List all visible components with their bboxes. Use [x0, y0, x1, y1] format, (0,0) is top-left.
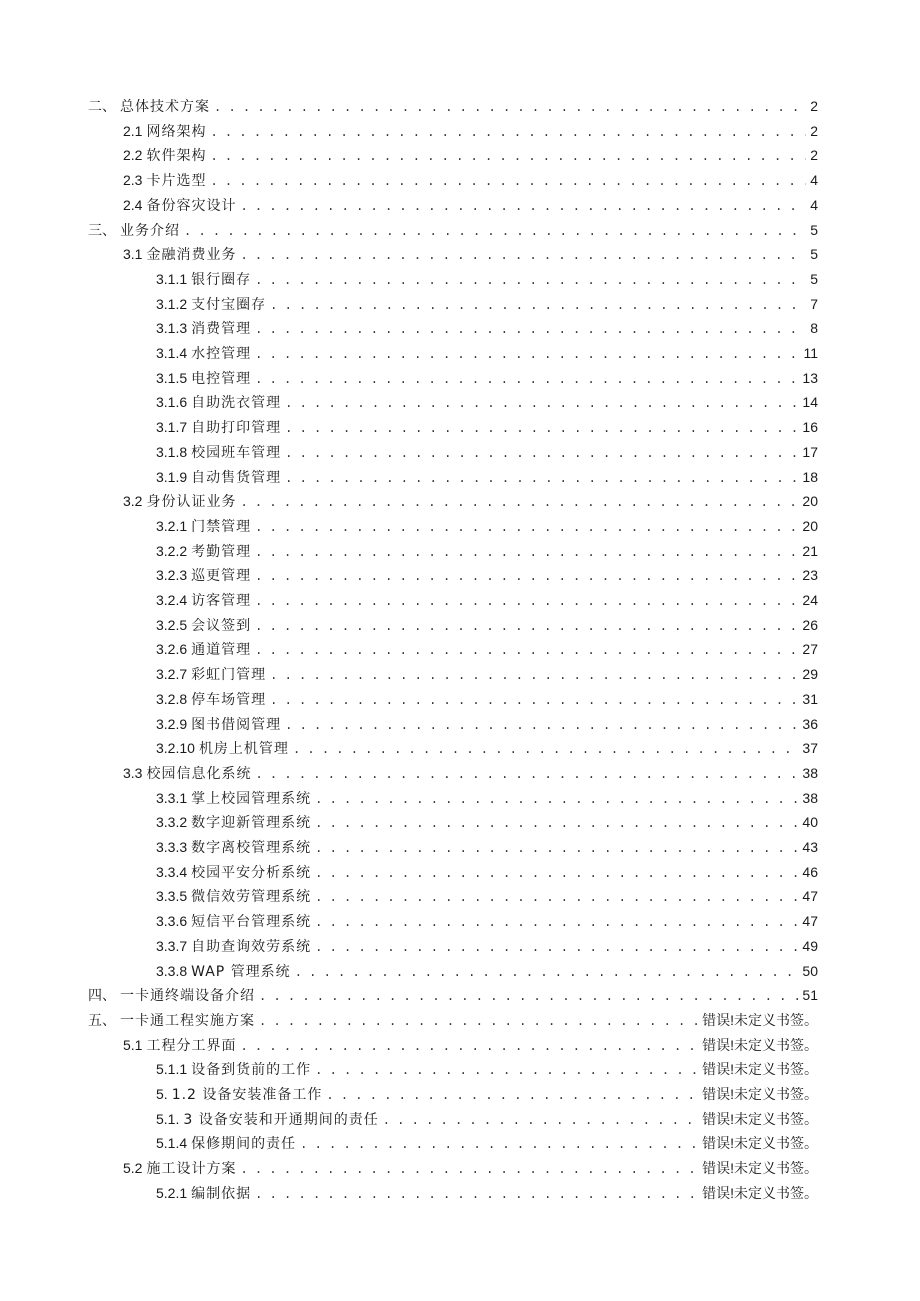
toc-entry-page: 5 — [810, 270, 818, 287]
toc-entry-number: 3.3.7 — [156, 937, 188, 954]
dot-leader — [240, 244, 806, 266]
toc-entry[interactable] — [123, 120, 818, 142]
toc-entry[interactable] — [156, 910, 818, 932]
toc-entry-title: 自助洗衣管理 — [191, 395, 282, 412]
toc-entry-number: 2.1 — [123, 122, 143, 139]
toc-entry-title: 一卡通终端设备介绍 — [120, 988, 255, 1005]
toc-entry-page: 36 — [802, 715, 818, 732]
toc-entry-title: 自助查询效劳系统 — [191, 938, 312, 955]
toc-entry-number: 5.1.1 — [156, 1061, 188, 1078]
toc-entry[interactable] — [156, 367, 818, 389]
toc-entry-title: 校园平安分析系统 — [191, 864, 312, 881]
dot-leader — [315, 936, 798, 958]
dot-leader — [270, 689, 798, 711]
toc-entry-title: 1.2 设备安装准备工作 — [171, 1087, 323, 1103]
toc-entry[interactable] — [156, 787, 818, 809]
toc-entry[interactable] — [88, 95, 818, 117]
dot-leader — [285, 714, 798, 736]
toc-entry-title: 总体技术方案 — [120, 99, 210, 115]
toc-entry-number: 5.1.4 — [156, 1135, 188, 1152]
toc-entry-number: 3.3.8 — [156, 962, 188, 979]
toc-entry[interactable] — [123, 169, 818, 191]
dot-leader — [255, 343, 799, 365]
toc-entry-title: 编制依据 — [191, 1185, 252, 1202]
toc-entry-page: 38 — [802, 789, 818, 806]
toc-entry[interactable] — [156, 1083, 818, 1105]
toc-entry-number: 2.2 — [123, 147, 143, 164]
dot-leader — [315, 862, 798, 884]
toc-entry-title: 一卡通工程实施方案 — [120, 1012, 255, 1029]
toc-entry-page: 错误!未定义书签。 — [702, 1036, 818, 1053]
toc-entry-number: 3.2.9 — [156, 715, 188, 732]
toc-entry-page: 错误!未定义书签。 — [702, 1011, 818, 1028]
toc-entry-number: 3.1.1 — [156, 270, 188, 287]
dot-leader — [255, 590, 798, 612]
toc-entry[interactable] — [156, 688, 818, 710]
toc-entry-title: 设备到货前的工作 — [191, 1062, 312, 1079]
toc-entry[interactable] — [156, 391, 818, 413]
toc-entry[interactable] — [156, 564, 818, 586]
toc-entry-title: 银行圈存 — [191, 271, 252, 288]
dot-leader — [383, 1109, 698, 1131]
dot-leader — [255, 516, 798, 538]
toc-entry-number: 二、 — [88, 98, 116, 114]
toc-entry-page: 20 — [802, 517, 818, 534]
dot-leader — [315, 886, 798, 908]
toc-entry[interactable] — [88, 984, 818, 1006]
dot-leader — [285, 417, 798, 439]
toc-entry-title: 门禁管理 — [191, 518, 252, 535]
toc-entry-number: 3.1.6 — [156, 394, 188, 411]
toc-entry-number: 3.3 — [123, 764, 143, 781]
toc-entry-page: 46 — [802, 863, 818, 880]
dot-leader — [240, 1035, 698, 1057]
toc-entry-number: 5.2.1 — [156, 1184, 188, 1201]
toc-entry-page: 20 — [802, 493, 818, 510]
toc-entry-title: 访客管理 — [191, 593, 252, 609]
toc-entry-number: 3.3.1 — [156, 789, 188, 806]
toc-entry[interactable] — [123, 762, 818, 784]
toc-entry-page: 51 — [802, 987, 818, 1004]
dot-leader — [259, 1010, 698, 1032]
toc-entry-title: 消费管理 — [191, 321, 252, 338]
toc-entry-title: 网络架构 — [146, 123, 207, 140]
toc-entry-title: 微信效劳管理系统 — [191, 889, 312, 906]
toc-entry[interactable] — [156, 1132, 818, 1154]
toc-entry-number: 3.3.5 — [156, 888, 188, 905]
toc-entry-number: 3.1.2 — [156, 295, 188, 312]
dot-leader — [270, 294, 806, 316]
toc-entry-title: 巡更管理 — [191, 568, 252, 585]
toc-entry-page: 24 — [802, 592, 818, 608]
toc-entry-title: 自助打印管理 — [191, 420, 282, 437]
toc-entry[interactable] — [156, 713, 818, 735]
dot-leader — [315, 911, 798, 933]
toc-entry-number: 三、 — [88, 221, 116, 238]
dot-leader — [326, 1084, 698, 1106]
dot-leader — [210, 121, 806, 143]
dot-leader — [300, 1133, 698, 1155]
dot-leader — [285, 467, 798, 489]
toc-entry-page: 2 — [810, 147, 818, 164]
toc-entry-number: 5.2 — [123, 1160, 143, 1177]
toc-entry-title: 电控管理 — [191, 370, 252, 387]
toc-entry[interactable] — [156, 268, 818, 290]
toc-entry-page: 23 — [802, 567, 818, 584]
toc-entry-title: 机房上机管理 — [198, 741, 289, 758]
toc-entry-title: 数字迎新管理系统 — [191, 815, 312, 832]
toc-entry-page: 错误!未定义书签。 — [702, 1110, 818, 1127]
toc-entry-number: 3.1.5 — [156, 369, 188, 386]
toc-entry-page: 5 — [810, 221, 818, 238]
toc-entry-number: 3.1 — [123, 246, 143, 263]
dot-leader — [255, 615, 798, 637]
toc-entry-page: 4 — [810, 172, 818, 189]
toc-entry-title: 软件架构 — [146, 148, 207, 165]
toc-entry-number: 3.1.7 — [156, 419, 188, 436]
dot-leader — [259, 985, 798, 1007]
dot-leader — [210, 170, 806, 192]
toc-entry-title: 金融消费业务 — [146, 247, 237, 264]
toc-entry-number: 3.2.7 — [156, 666, 188, 683]
dot-leader — [295, 961, 799, 983]
toc-entry-number: 3.2.8 — [156, 690, 188, 707]
toc-entry[interactable] — [88, 1009, 818, 1031]
toc-entry-number: 2.4 — [123, 196, 143, 213]
toc-entry[interactable] — [156, 1058, 818, 1080]
toc-entry-page: 37 — [802, 740, 818, 757]
toc-entry[interactable] — [88, 219, 818, 241]
toc-entry-number: 3.2.1 — [156, 517, 188, 534]
toc-entry-page: 26 — [802, 616, 818, 633]
dot-leader — [315, 788, 798, 810]
toc-entry[interactable] — [156, 342, 818, 364]
toc-entry-title: 短信平台管理系统 — [191, 914, 312, 931]
toc-entry-title: 通道管理 — [191, 642, 252, 659]
dot-leader — [255, 318, 806, 340]
toc-entry-title: 施工设计方案 — [146, 1161, 237, 1178]
dot-leader — [315, 1059, 698, 1081]
dot-leader — [240, 195, 806, 217]
toc-entry-number: 3.2.4 — [156, 592, 188, 608]
toc-entry[interactable] — [156, 811, 818, 833]
toc-entry-page: 4 — [810, 196, 818, 213]
toc-entry[interactable] — [156, 737, 818, 759]
toc-entry-title: 图书借阅管理 — [191, 716, 282, 733]
toc-entry-title: 3 设备安装和开通期间的责任 — [183, 1111, 379, 1128]
toc-entry-page: 47 — [802, 888, 818, 905]
toc-entry-page: 27 — [802, 641, 818, 658]
toc-entry-number: 5.1 — [123, 1036, 143, 1053]
toc-entry[interactable] — [156, 614, 818, 636]
dot-leader — [315, 837, 798, 859]
toc-entry-page: 2 — [810, 122, 818, 139]
toc-entry-number: 2.3 — [123, 172, 143, 189]
toc-entry-number: 3.3.2 — [156, 814, 188, 831]
toc-entry-title: 校园班车管理 — [191, 444, 282, 461]
toc-entry-page: 5 — [810, 246, 818, 263]
toc-entry-page: 29 — [802, 666, 818, 683]
dot-leader — [255, 565, 798, 587]
toc-entry-number: 3.1.4 — [156, 345, 188, 361]
toc-entry-page: 18 — [802, 468, 818, 485]
toc-entry[interactable] — [156, 885, 818, 907]
toc-entry[interactable] — [123, 1034, 818, 1056]
toc-entry-title: 水控管理 — [191, 346, 252, 362]
toc-entry-page: 14 — [802, 394, 818, 411]
toc-entry-number: 5.1. — [156, 1110, 180, 1127]
toc-entry-page: 8 — [810, 320, 818, 337]
toc-entry-page: 43 — [802, 839, 818, 855]
toc-entry-number: 四、 — [88, 987, 116, 1004]
toc-entry-number: 3.1.8 — [156, 443, 188, 460]
dot-leader — [255, 541, 798, 563]
dot-leader — [240, 491, 798, 513]
toc-entry-page: 40 — [802, 814, 818, 831]
toc-entry-page: 21 — [802, 542, 818, 559]
dot-leader — [255, 1183, 698, 1205]
toc-entry-number: 3.2.5 — [156, 616, 188, 633]
toc-entry-title: 身份认证业务 — [146, 494, 237, 511]
toc-entry[interactable] — [156, 663, 818, 685]
toc-entry-number: 3.2 — [123, 493, 143, 510]
toc-entry-page: 7 — [810, 295, 818, 312]
toc-entry[interactable] — [123, 194, 818, 216]
toc-entry[interactable] — [123, 490, 818, 512]
toc-entry[interactable] — [156, 293, 818, 315]
toc-entry-page: 17 — [802, 443, 818, 460]
dot-leader — [285, 392, 798, 414]
toc-entry-title: 支付宝圈存 — [191, 296, 267, 313]
toc-entry[interactable] — [156, 515, 818, 537]
dot-leader — [270, 664, 798, 686]
toc-entry-number: 五、 — [88, 1011, 116, 1028]
toc-entry-number: 3.2.6 — [156, 641, 188, 658]
toc-entry[interactable] — [156, 1108, 818, 1130]
dot-leader — [255, 639, 798, 661]
toc-entry-page: 16 — [802, 419, 818, 436]
toc-entry-title: 数字离校管理系统 — [191, 840, 312, 856]
toc-entry[interactable] — [156, 589, 818, 611]
toc-entry[interactable] — [156, 960, 818, 982]
toc-entry-title: 保修期间的责任 — [191, 1136, 297, 1153]
toc-entry-page: 50 — [802, 962, 818, 979]
dot-leader — [255, 763, 798, 785]
toc-entry-title: 停车场管理 — [191, 691, 267, 708]
toc-entry-page: 13 — [802, 369, 818, 386]
toc-entry-number: 3.3.4 — [156, 863, 188, 880]
toc-entry-title: 工程分工界面 — [146, 1037, 237, 1054]
dot-leader — [214, 96, 806, 118]
toc-entry-number: 3.2.3 — [156, 567, 188, 584]
toc-entry-number: 3.2.2 — [156, 542, 188, 559]
toc-entry-number: 3.3.3 — [156, 839, 188, 855]
toc-entry-title: 自动售货管理 — [191, 469, 282, 486]
toc-entry-number: 5. — [156, 1086, 168, 1102]
toc-entry-title: 业务介绍 — [120, 222, 180, 239]
toc-entry[interactable] — [123, 144, 818, 166]
toc-entry[interactable] — [123, 1157, 818, 1179]
toc-entry-title: 卡片选型 — [146, 173, 207, 190]
dot-leader — [240, 1158, 698, 1180]
toc-entry[interactable] — [156, 861, 818, 883]
toc-entry-page: 2 — [810, 98, 818, 114]
toc-entry-page: 错误!未定义书签。 — [702, 1184, 818, 1201]
toc-entry-page: 错误!未定义书签。 — [702, 1160, 818, 1177]
toc-entry-number: 3.3.6 — [156, 913, 188, 930]
toc-entry[interactable] — [156, 836, 818, 858]
toc-entry-page: 31 — [802, 690, 818, 707]
dot-leader — [184, 220, 806, 242]
toc-entry[interactable] — [156, 638, 818, 660]
toc-entry-title: 掌上校园管理系统 — [191, 790, 312, 807]
toc-entry-page: 错误!未定义书签。 — [702, 1135, 818, 1152]
toc-entry-title: 考勤管理 — [191, 543, 252, 560]
toc-entry-number: 3.1.9 — [156, 468, 188, 485]
toc-entry[interactable] — [156, 317, 818, 339]
toc-entry-title: 备份容灾设计 — [146, 197, 237, 214]
toc-entry-number: 3.1.3 — [156, 320, 188, 337]
toc-entry[interactable] — [156, 935, 818, 957]
dot-leader — [293, 738, 798, 760]
toc-entry-page: 错误!未定义书签。 — [702, 1086, 818, 1102]
toc-entry-title: 校园信息化系统 — [146, 765, 252, 782]
toc-entry-title: 彩虹门管理 — [191, 667, 267, 684]
toc-entry-title: 会议签到 — [191, 617, 252, 634]
dot-leader — [285, 442, 798, 464]
toc-entry[interactable] — [156, 441, 818, 463]
toc-entry-page: 49 — [802, 937, 818, 954]
toc-entry-number: 3.2.10 — [156, 740, 195, 757]
toc-entry-title: WAP 管理系统 — [191, 963, 291, 980]
dot-leader — [210, 145, 806, 167]
dot-leader — [255, 269, 806, 291]
toc-entry-page: 47 — [802, 913, 818, 930]
toc-entry-page: 11 — [803, 345, 818, 361]
toc-entry[interactable] — [156, 1182, 818, 1204]
toc-entry[interactable] — [156, 416, 818, 438]
toc-entry-page: 错误!未定义书签。 — [702, 1061, 818, 1078]
toc-entry-page: 38 — [802, 764, 818, 781]
dot-leader — [255, 368, 798, 390]
toc-entry[interactable] — [123, 243, 818, 265]
toc-entry[interactable] — [156, 540, 818, 562]
dot-leader — [315, 812, 798, 834]
toc-entry[interactable] — [156, 466, 818, 488]
